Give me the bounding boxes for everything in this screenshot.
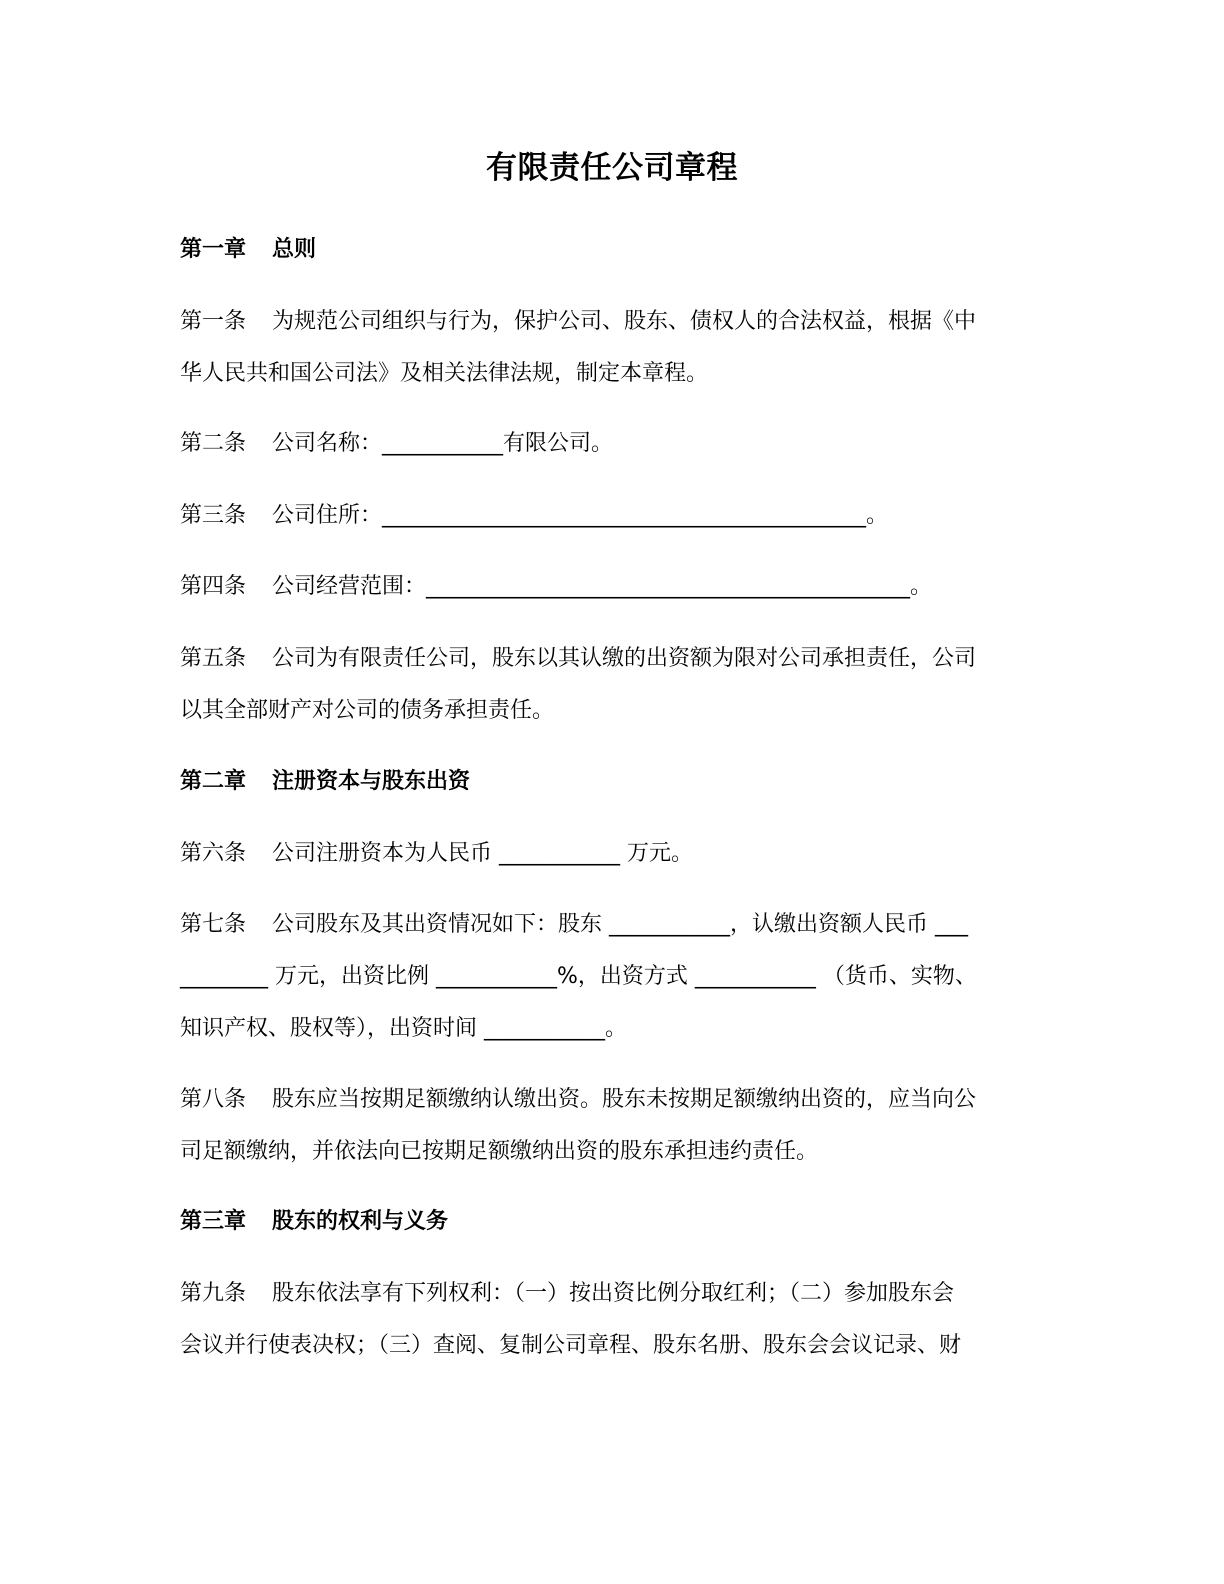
article-number: 第八条	[180, 1087, 247, 1112]
article-text-line: 公司经营范围：____________________________________________。	[272, 574, 933, 599]
article-text-line: 司足额缴纳，并依法向已按期足额缴纳出资的股东承担违约责任。	[180, 1139, 819, 1164]
article-6	[180, 828, 1035, 880]
chapter-name: 股东的权利与义务	[272, 1209, 449, 1234]
article-text-line: 公司住所：____________________________________________。	[272, 503, 889, 528]
article-1	[180, 296, 1035, 400]
article-number: 第六条	[180, 841, 247, 866]
article-3	[180, 490, 1035, 542]
article-number: 第五条	[180, 646, 247, 671]
article-text-line: 公司注册资本为人民币 ___________ 万元。	[272, 841, 694, 866]
chapter-number: 第二章	[180, 769, 247, 794]
article-2	[180, 418, 1035, 470]
article-number: 第三条	[180, 503, 247, 528]
article-text-line: 为规范公司组织与行为，保护公司、股东、债权人的合法权益，根据《中	[272, 309, 977, 334]
chapter-heading-3	[180, 1196, 1035, 1248]
chapter-number: 第一章	[180, 237, 247, 262]
chapter-number: 第三章	[180, 1209, 247, 1234]
article-8	[180, 1074, 1035, 1178]
article-text-line: 公司股东及其出资情况如下：股东 ___________，认缴出资额人民币 ___	[272, 912, 969, 937]
article-text-line: 股东依法享有下列权利：（一）按出资比例分取红利；（二）参加股东会	[272, 1281, 955, 1306]
chapter-name: 总则	[272, 237, 317, 262]
article-9	[180, 1268, 1035, 1372]
article-number: 第七条	[180, 912, 247, 937]
article-text-line: ________ 万元，出资比例 ___________%，出资方式 ___________ （货币、实物、	[180, 964, 977, 989]
chapter-heading-2	[180, 756, 1035, 808]
article-7	[180, 899, 1035, 1055]
chapter-name: 注册资本与股东出资	[272, 769, 471, 794]
article-text-line: 股东应当按期足额缴纳认缴出资。股东未按期足额缴纳出资的，应当向公	[272, 1087, 977, 1112]
article-text-line: 公司为有限责任公司，股东以其认缴的出资额为限对公司承担责任，公司	[272, 646, 977, 671]
article-text-line: 会议并行使表决权；（三）查阅、复制公司章程、股东名册、股东会会议记录、财	[180, 1333, 962, 1358]
article-text-line: 以其全部财产对公司的债务承担责任。	[180, 698, 555, 723]
article-text-line: 公司名称：___________有限公司。	[272, 431, 614, 456]
article-4	[180, 561, 1035, 613]
article-number: 第一条	[180, 309, 247, 334]
article-number: 第九条	[180, 1281, 247, 1306]
article-text-line: 华人民共和国公司法》及相关法律法规，制定本章程。	[180, 361, 709, 386]
article-number: 第二条	[180, 431, 247, 456]
article-5	[180, 633, 1035, 737]
chapter-heading-1	[180, 224, 1035, 276]
article-number: 第四条	[180, 574, 247, 599]
article-text-line: 知识产权、股权等），出资时间 ___________。	[180, 1016, 627, 1041]
document-title: 有限责任公司章程	[486, 150, 738, 186]
